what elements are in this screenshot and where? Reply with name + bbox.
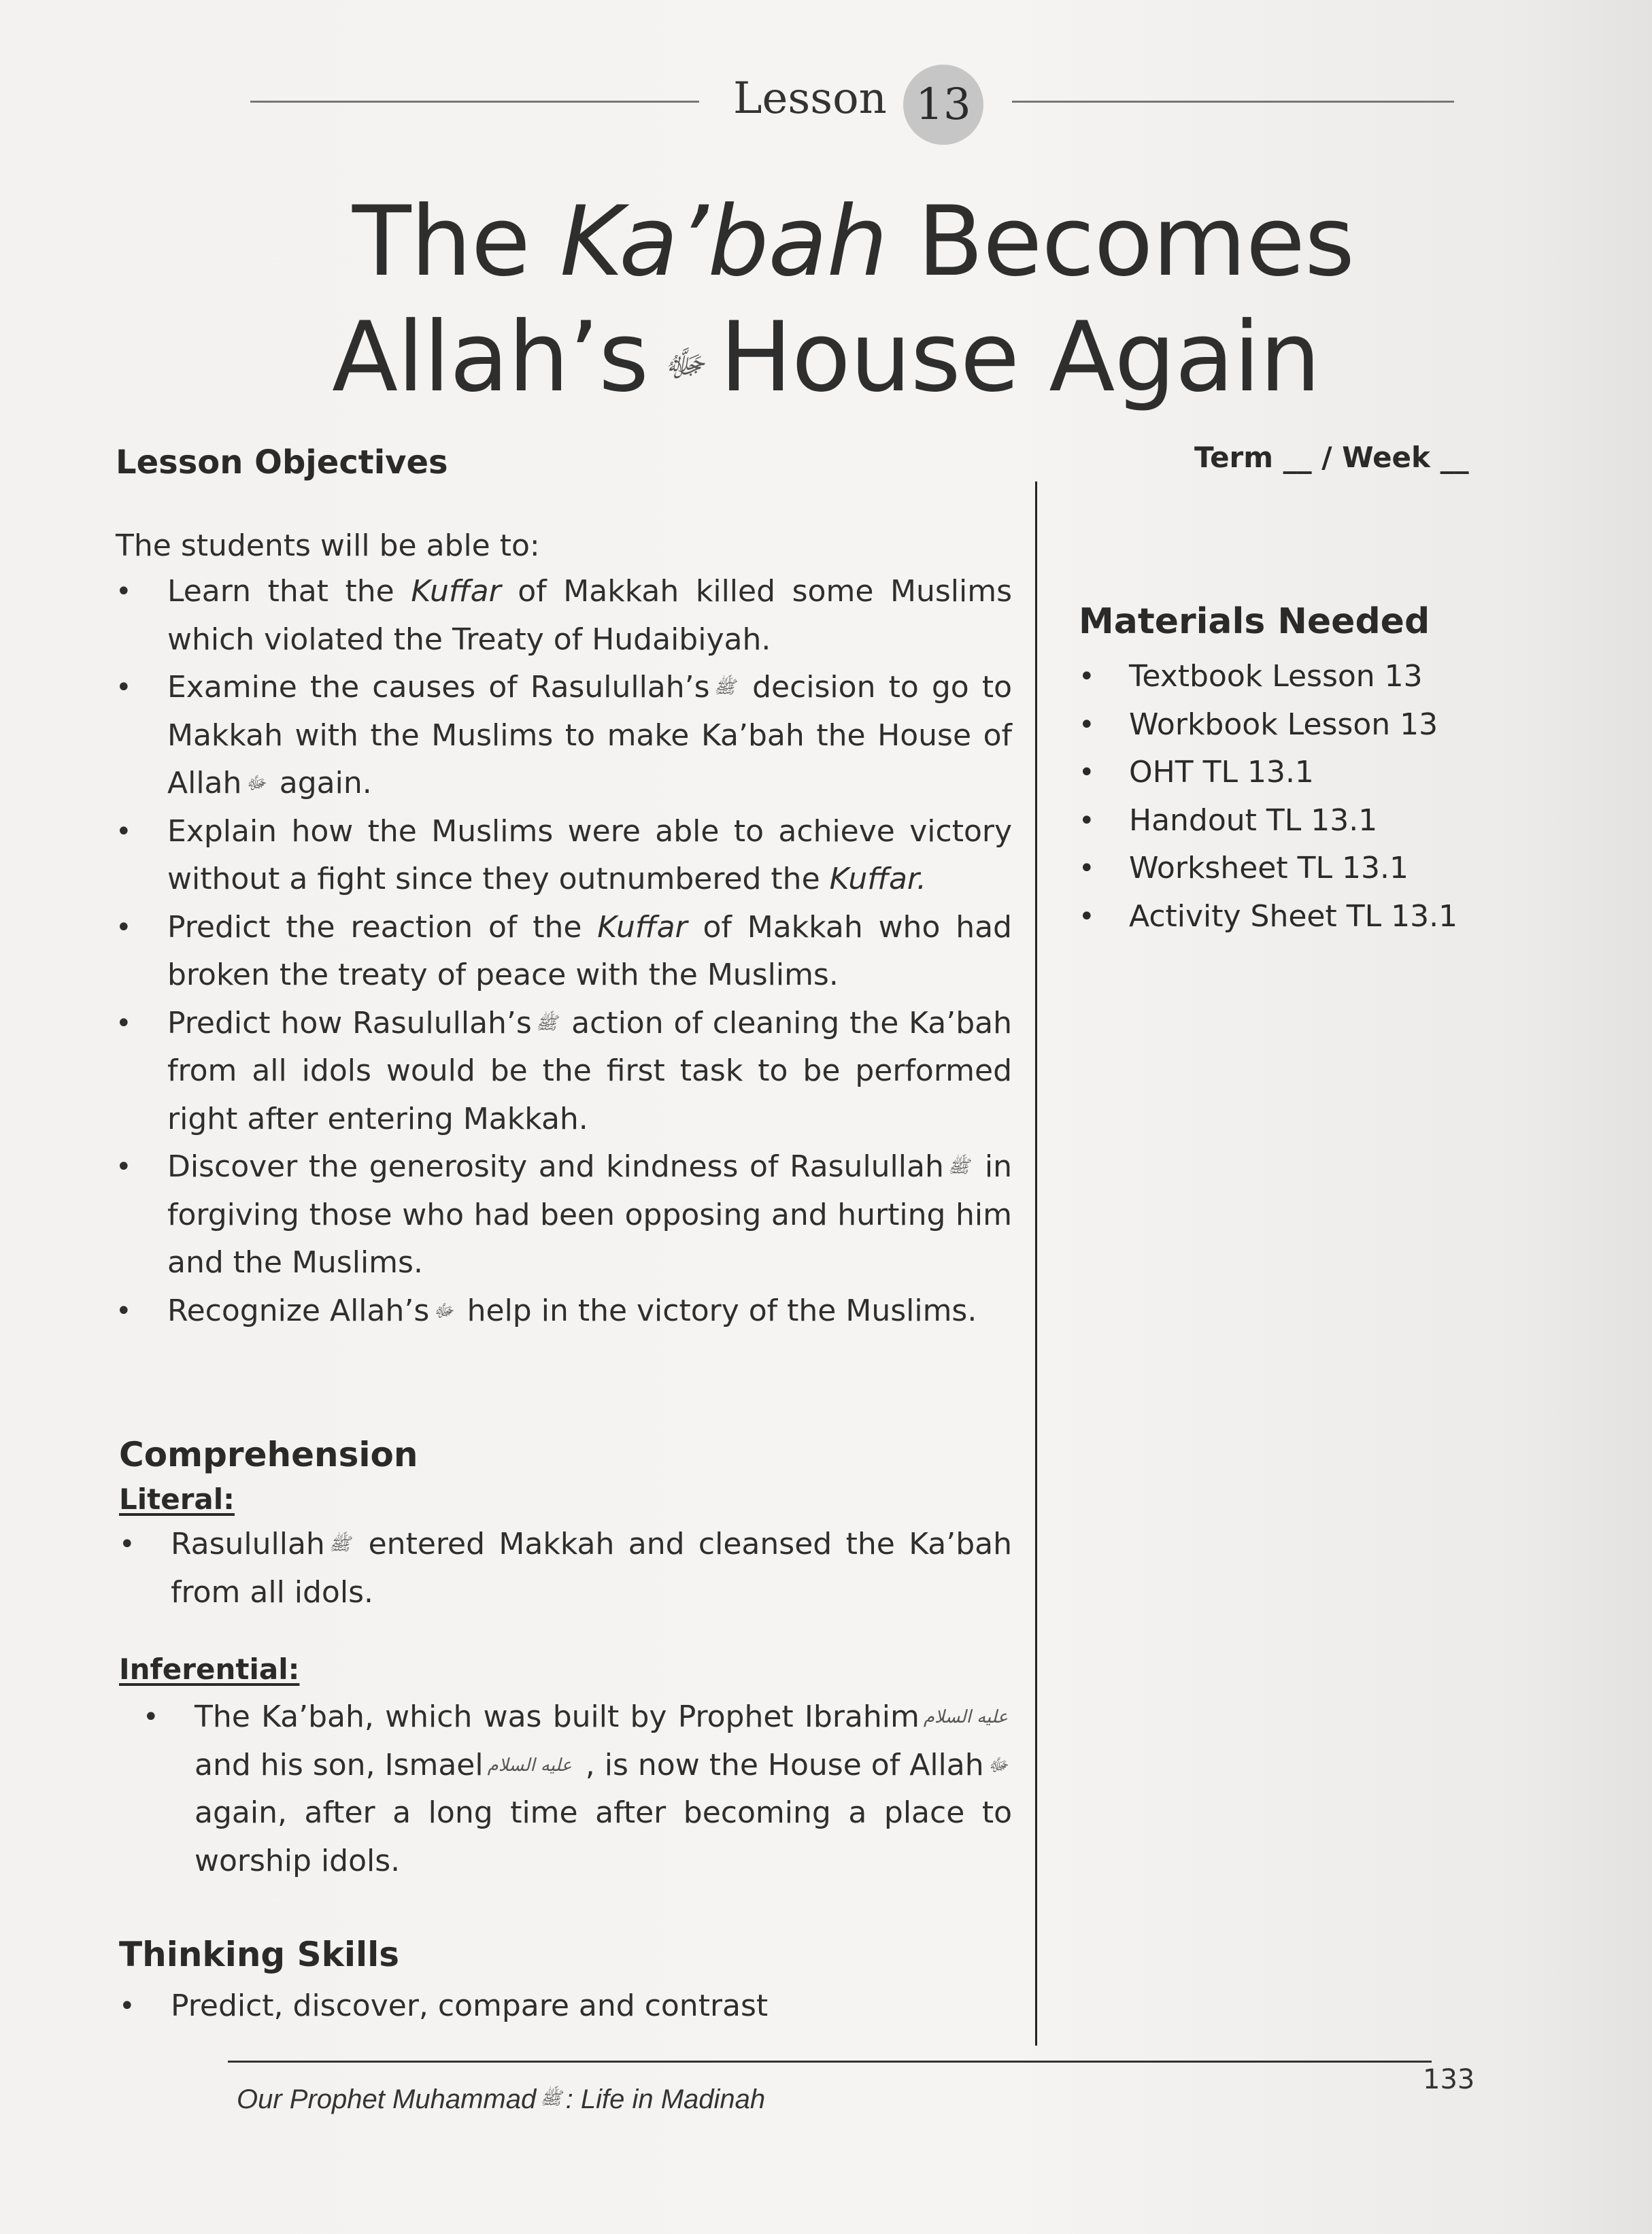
list-item: • Explain how the Muslims were able to achieve victory without a fight since they outnumbered the Kuffar. — [116, 808, 1012, 904]
comprehension-heading: Comprehension — [119, 1435, 418, 1474]
term-week-label: Term __ / Week __ — [1194, 441, 1469, 474]
column-divider — [1035, 481, 1037, 2046]
honorific-prophet-icon: ﷺ — [535, 1013, 558, 1034]
honorific-allah-icon: ﷻ — [663, 341, 705, 385]
list-item: • OHT TL 13.1 — [1079, 749, 1457, 797]
list-item: • Textbook Lesson 13 — [1079, 653, 1457, 701]
honorific-prophet-icon: ﷺ — [328, 1534, 351, 1555]
page-number: 133 — [1423, 2064, 1475, 2095]
list-item: • The Ka’bah, which was built by Prophet Ibrahim عليه السلام and his son, Ismael عليه السلام , is now the House of Allah ﷻ again, after a long time after becoming a place to worship idols. — [143, 1693, 1012, 1885]
honorific-allah-icon: ﷻ — [988, 1755, 1008, 1776]
lesson-objectives-heading: Lesson Objectives — [116, 443, 448, 481]
title-prefix: The — [352, 186, 560, 298]
footer-book-title: Our Prophet Muhammad ﷺ : Life in Madinah — [237, 2084, 766, 2114]
thinking-skills-list — [119, 1982, 1012, 2031]
lesson-number-badge: 13 — [903, 65, 983, 145]
header-rule-right — [1012, 101, 1454, 103]
list-item: • Workbook Lesson 13 — [1079, 701, 1457, 749]
honorific-prophet-icon: ﷺ — [713, 677, 735, 698]
title-allah: Allah’s — [331, 301, 649, 413]
thinking-skills-heading: Thinking Skills — [119, 1935, 400, 1974]
page-title-line-2 — [0, 301, 1652, 413]
objectives-list — [116, 568, 1012, 1335]
materials-list — [1079, 653, 1457, 941]
list-item: • Discover the generosity and kindness of Rasulullah ﷺ in forgiving those who had been opposing and hurting him and the Muslims. — [116, 1143, 1012, 1287]
list-item: • Examine the causes of Rasulullah’s ﷺ decision to go to Makkah with the Muslims to make Ka’bah the House of Allah ﷻ again. — [116, 664, 1012, 808]
footer-rule — [228, 2061, 1432, 2063]
header-rule-left — [250, 101, 699, 103]
materials-heading: Materials Needed — [1079, 601, 1430, 642]
list-item: • Predict how Rasulullah’s ﷺ action of cleaning the Ka’bah from all idols would be the first task to be performed right after entering Makkah. — [116, 1000, 1012, 1144]
literal-list — [119, 1521, 1012, 1617]
list-item: • Predict, discover, compare and contrast — [119, 1982, 1012, 2031]
list-item: • Predict the reaction of the Kuffar of Makkah who had broken the treaty of peace with the Muslims. — [116, 904, 1012, 1000]
list-item: • Handout TL 13.1 — [1079, 797, 1457, 845]
list-item: • Rasulullah ﷺ entered Makkah and cleansed the Ka’bah from all idols. — [119, 1521, 1012, 1617]
honorific-allah-icon: ﷻ — [246, 773, 266, 794]
page-title-line-1 — [0, 186, 1652, 298]
title-italic-kabah: Ka’bah — [560, 186, 888, 298]
list-item: • Recognize Allah’s ﷻ help in the victory of the Muslims. — [116, 1287, 1012, 1336]
honorific-peace-icon: عليه السلام — [923, 1707, 1008, 1727]
inferential-list — [143, 1693, 1012, 1885]
lesson-label: Lesson — [733, 73, 887, 124]
honorific-prophet-icon: ﷺ — [947, 1157, 970, 1177]
honorific-allah-icon: ﷻ — [433, 1300, 454, 1321]
list-item: • Activity Sheet TL 13.1 — [1079, 893, 1457, 941]
inferential-label: Inferential: — [119, 1653, 300, 1686]
list-item: • Worksheet TL 13.1 — [1079, 845, 1457, 893]
title-suffix: Becomes — [887, 186, 1355, 298]
objectives-intro: The students will be able to: — [116, 528, 540, 563]
title-house-again: House Again — [720, 301, 1321, 413]
honorific-peace-icon: عليه السلام — [487, 1755, 572, 1776]
literal-label: Literal: — [119, 1483, 235, 1516]
honorific-prophet-icon: ﷺ — [540, 2088, 562, 2109]
list-item: • Learn that the Kuffar of Makkah killed some Muslims which violated the Treaty of Hudaibiyah. — [116, 568, 1012, 664]
